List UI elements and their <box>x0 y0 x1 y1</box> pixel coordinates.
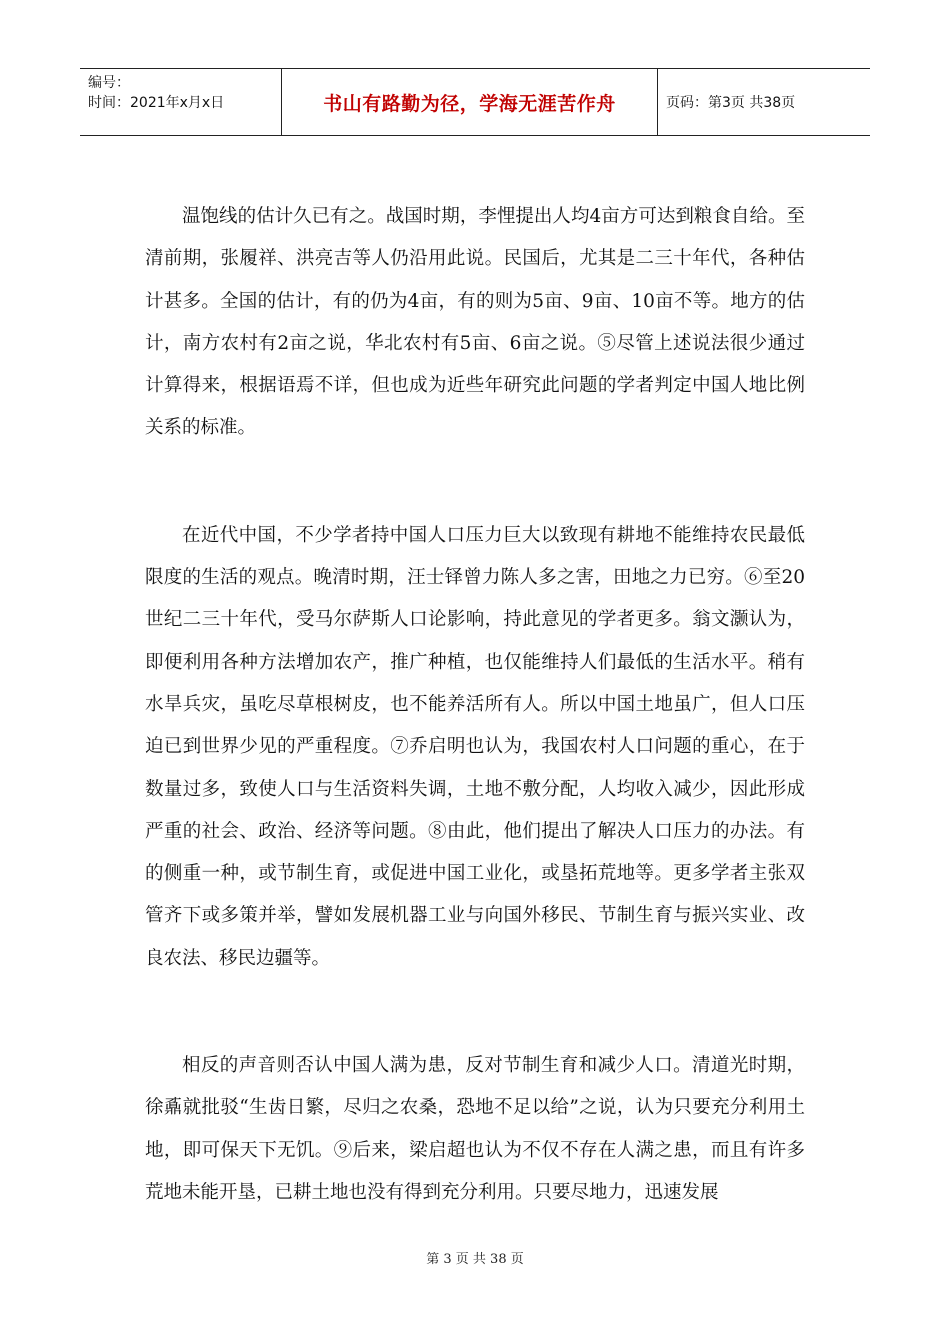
page-header <box>80 68 870 136</box>
document-number-label: 编号： <box>88 75 130 91</box>
body-paragraph-3: 相反的声音则否认中国人满为患，反对节制生育和减少人口。清道光时期，徐鼒就批驳“生齿日繁，尽归之农桑，恐地不足以给”之说，认为只要充分利用土地，即可保天下无饥。⑨后来，梁启超也认为不仅不存在人满之患，而且有许多荒地未能开垦，已耕土地也没有得到充分利用。只要尽地力，迅速发展 <box>145 1055 805 1203</box>
document-date-label: 时间：2021年x月x日 <box>88 95 225 111</box>
header-meta <box>80 69 282 135</box>
body-paragraph-1: 温饱线的估计久已有之。战国时期，李悝提出人均4亩方可达到粮食自给。至清前期，张履祥、洪亮吉等人仍沿用此说。民国后，尤其是二三十年代，各种估计甚多。全国的估计，有的仍为4亩，有的则为5亩、9亩、10亩不等。地方的估计，南方农村有2亩之说，华北农村有5亩、6亩之说。⑤尽管上述说法很少通过计算得来，根据语焉不详，但也成为近些年研究此问题的学者判定中国人地比例关系的标准。 <box>145 206 805 439</box>
body-paragraph-2: 在近代中国，不少学者持中国人口压力巨大以致现有耕地不能维持农民最低限度的生活的观点。晚清时期，汪士铎曾力陈人多之害，田地之力已穷。⑥至20世纪二三十年代，受马尔萨斯人口论影响，持此意见的学者更多。翁文灏认为，即便利用各种方法增加农产，推广种植，也仅能维持人们最低的生活水平。稍有水旱兵灾，虽吃尽草根树皮，也不能养活所有人。所以中国土地虽广，但人口压迫已到世界少见的严重程度。⑦乔启明也认为，我国农村人口问题的重心，在于数量过多，致使人口与生活资料失调，土地不敷分配，人均收入减少，因此形成严重的社会、政治、经济等问题。⑧由此，他们提出了解决人口压力的办法。有的侧重一种，或节制生育，或促进中国工业化，或垦拓荒地等。更多学者主张双管齐下或多策并举，譬如发展机器工业与向国外移民、节制生育与振兴实业、改良农法、移民边疆等。 <box>145 524 805 969</box>
page-footer: 第 3 页 共 38 页 <box>426 1252 524 1267</box>
document-body <box>145 196 805 1214</box>
header-page-info: 页码：第3页 共38页 <box>666 95 796 111</box>
header-motto: 书山有路勤为径，学海无涯苦作舟 <box>282 69 658 135</box>
